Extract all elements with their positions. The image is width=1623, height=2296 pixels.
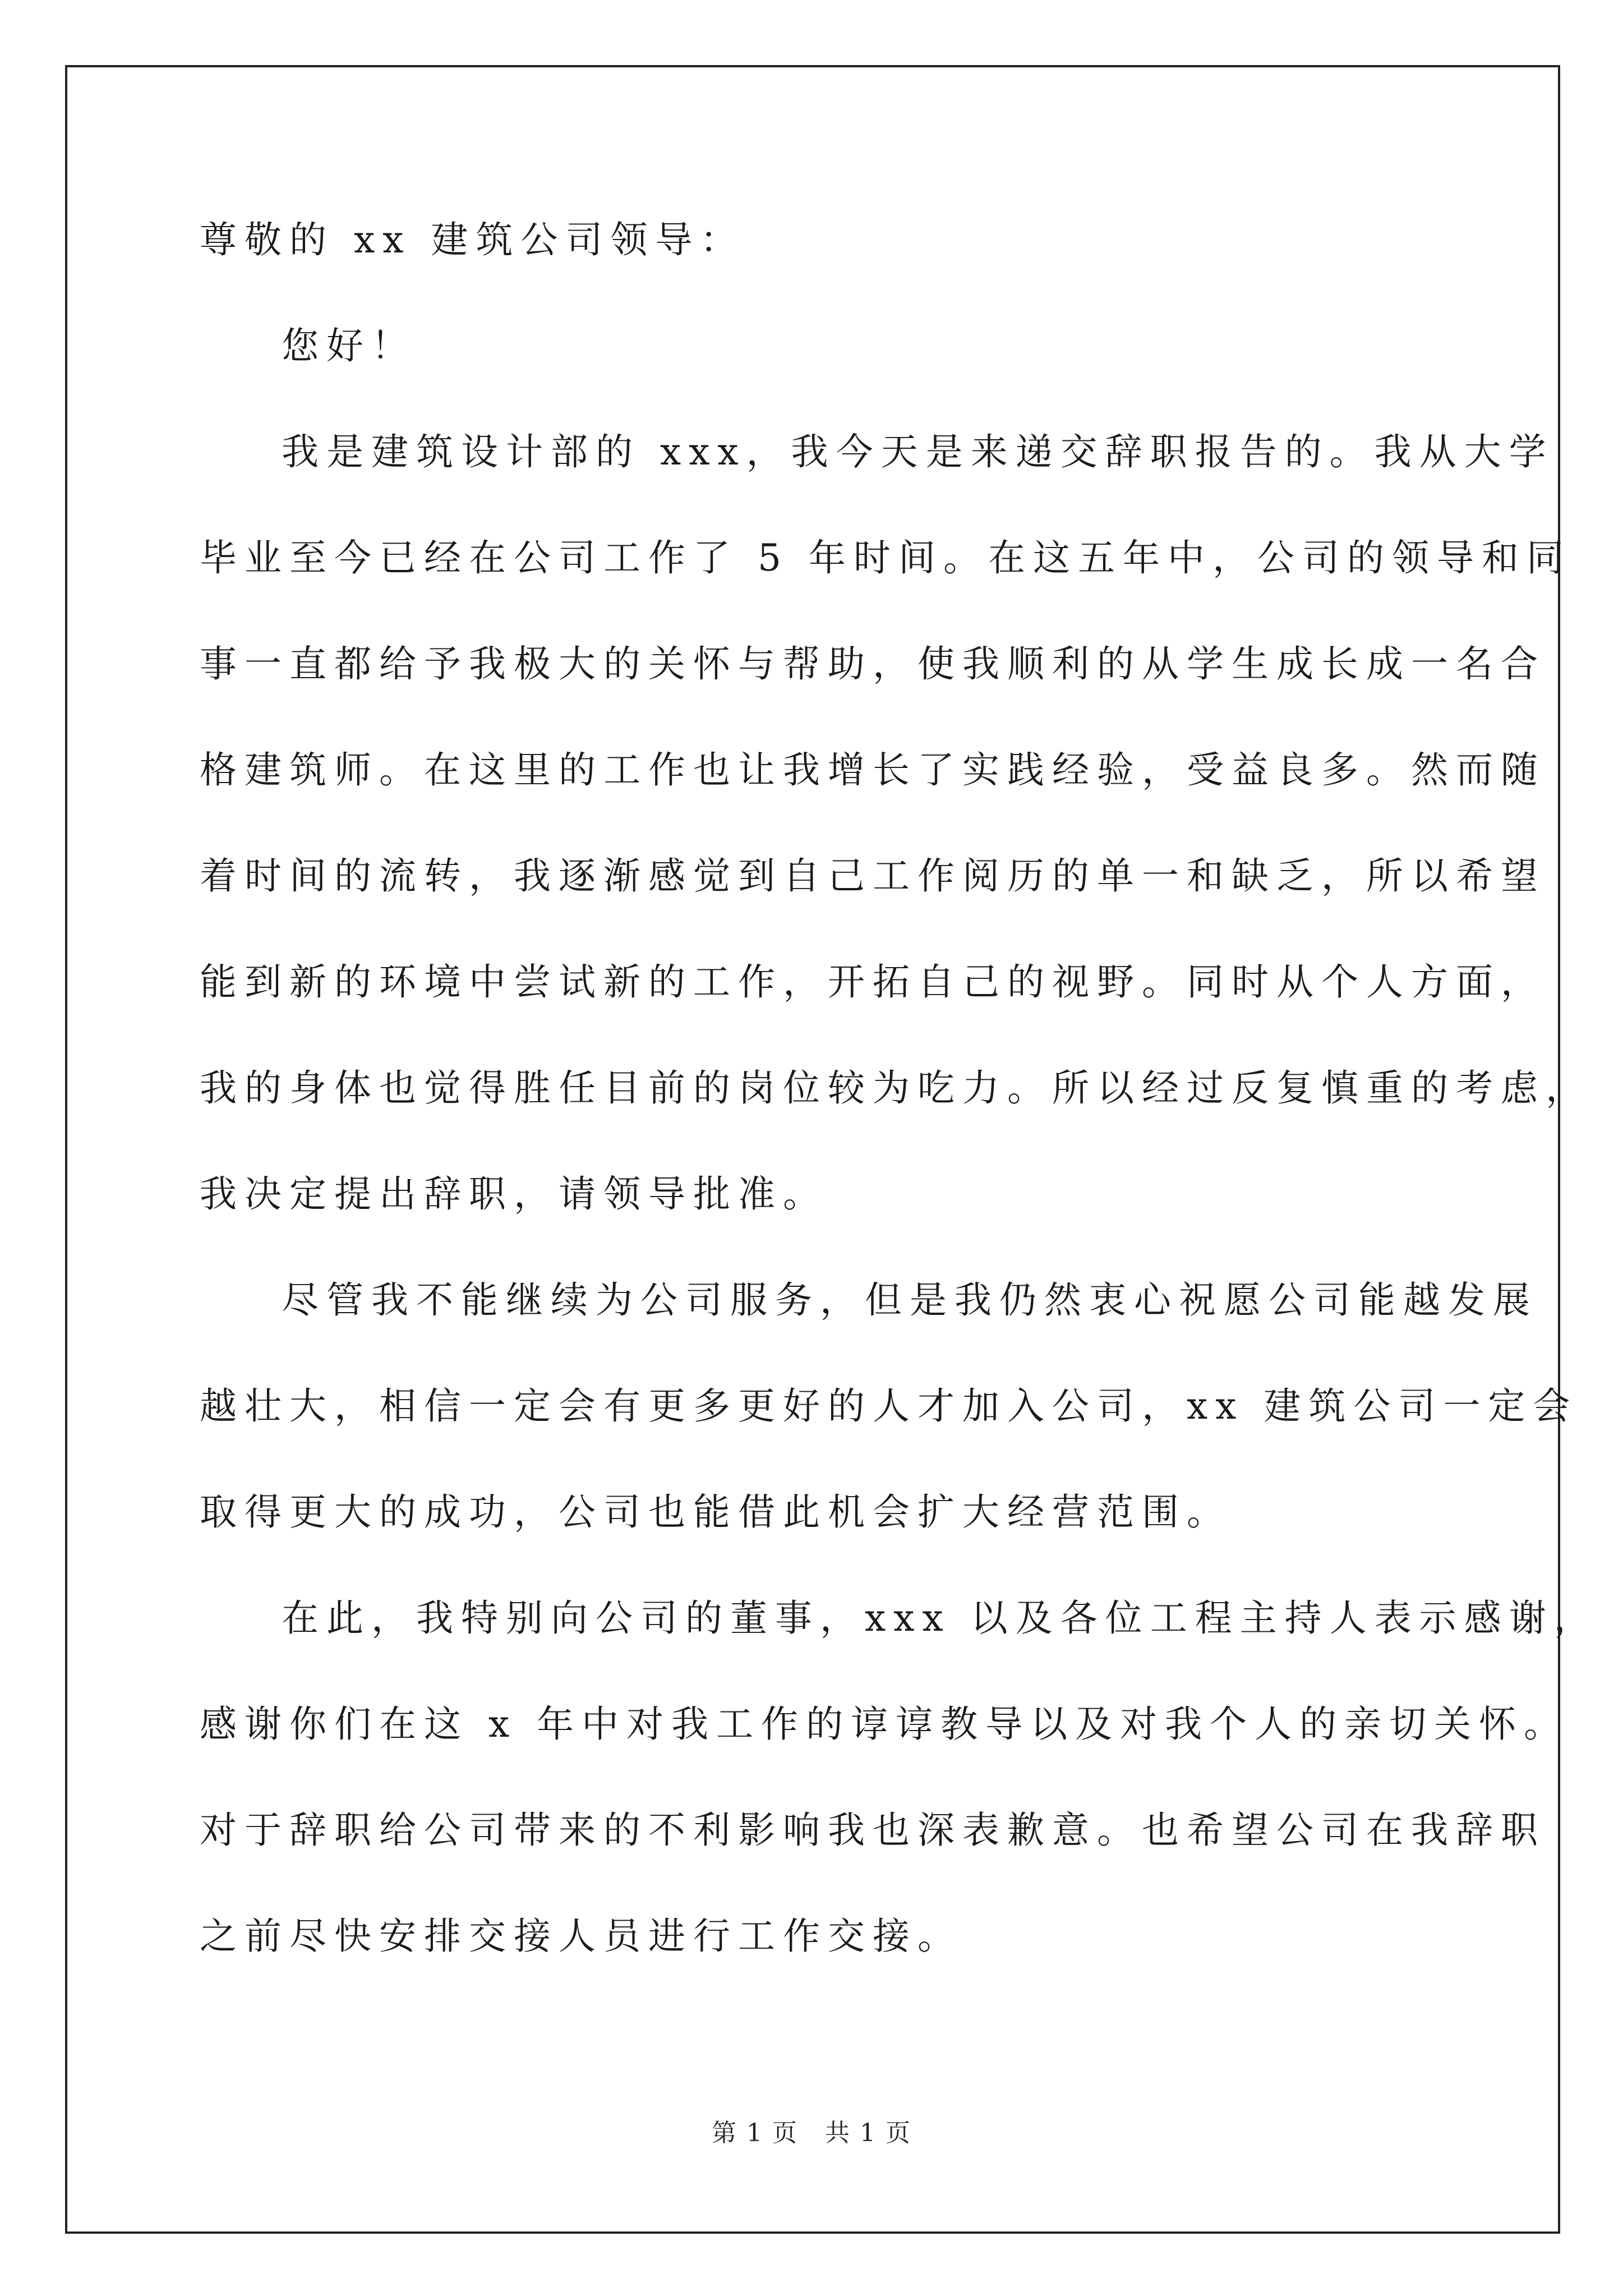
paragraph-line: 我是建筑设计部的 xxx，我今天是来递交辞职报告的。我从大学: [282, 430, 1554, 473]
paragraph-line: 越壮大，相信一定会有更多更好的人才加入公司，xx 建筑公司一定会: [200, 1384, 1578, 1428]
page-total: 共 1 页: [825, 2119, 911, 2147]
paragraph-line: 着时间的流转，我逐渐感觉到自己工作阅历的单一和缺乏，所以希望: [200, 854, 1546, 898]
paragraph-line: 在此，我特别向公司的董事，xxx 以及各位工程主持人表示感谢，: [282, 1596, 1599, 1640]
paragraph-line: 对于辞职给公司带来的不利影响我也深表歉意。也希望公司在我辞职: [200, 1809, 1546, 1852]
paragraph-line: 事一直都给予我极大的关怀与帮助，使我顺利的从学生成长成一名合: [200, 642, 1546, 685]
paragraph-line: 之前尽快安排交接人员进行工作交接。: [200, 1915, 962, 1958]
greeting-line: 您好！: [282, 324, 416, 367]
paragraph-line: 我的身体也觉得胜任目前的岗位较为吃力。所以经过反复慎重的考虑，: [200, 1066, 1590, 1110]
page-number: 第 1 页: [712, 2119, 798, 2147]
paragraph-line: 毕业至今已经在公司工作了 5 年时间。在这五年中，公司的领导和同: [200, 536, 1571, 579]
paragraph-line: 取得更大的成功，公司也能借此机会扩大经营范围。: [200, 1490, 1232, 1534]
paragraph-line: 能到新的环境中尝试新的工作，开拓自己的视野。同时从个人方面，: [200, 960, 1546, 1004]
paragraph-line: 感谢你们在这 x 年中对我工作的谆谆教导以及对我个人的亲切关怀。: [200, 1703, 1569, 1746]
page-footer: [0, 2113, 1623, 2148]
paragraph-line: 格建筑师。在这里的工作也让我增长了实践经验，受益良多。然而随: [200, 748, 1546, 792]
paragraph-line: 我决定提出辞职，请领导批准。: [200, 1172, 828, 1216]
salutation-line: 尊敬的 xx 建筑公司领导：: [200, 218, 745, 261]
paragraph-line: 尽管我不能继续为公司服务，但是我仍然衷心祝愿公司能越发展: [282, 1278, 1538, 1322]
letter-body: [200, 218, 1599, 2024]
